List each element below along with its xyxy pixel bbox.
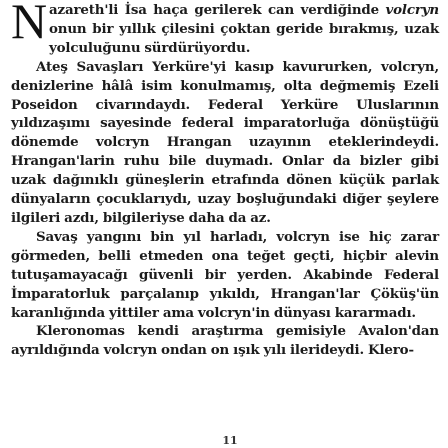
paragraph-war-fire: Savaş yangını bin yıl harladı, volcryn ise hiç zarar görmeden, belli etmeden ona teğet geçti, hiçbir alevin tutuşamayacağı güvenli bir yerden. Akabinde Federal İmparatorluk parçalanıp yıkıldı, Hrangan'lar Çöküş'ün karanlığında yittiler ama volcryn'in dünyası kararmadı. bbox=[11, 228, 439, 321]
page-number: 11 bbox=[222, 434, 238, 447]
book-page bbox=[11, 0, 439, 448]
drop-cap-letter: N bbox=[11, 0, 47, 49]
paragraph-fire-wars: Ateş Savaşları Yerküre'yi kasıp kavururken, volcryn, denizlerine hâlâ isim konulmamış, olta değmemiş Ezeli Poseidon civarındaydı. Federal Yerküre Uluslarının yıldızaşımı sayesinde federal imparatorluğa dönüştüğü dönemde volcryn Hrangan uzayının eteklerindeydi. Hrangan'larin ruhu bile duymadı. Onlar da bizler gibi uzak dağınıklı güneşlerin etrafında dönen küçük parlak dünyaların çocuklarıydı, uzay boşluğundaki diğer şeylere ilgileri azdı, bilgileriyse daha da az. bbox=[11, 58, 439, 226]
opening-text: azareth'li İsa haça gerilerek can verdiğinde bbox=[48, 2, 386, 18]
opening-italic-term: volcryn bbox=[385, 2, 439, 18]
opening-text-continued: onun bir yıllık çilesini çoktan geride bırakmış, uzak yolculuğunu sürdürüyordu. bbox=[48, 20, 439, 56]
paragraph-kleronomas: Kleronomas kendi araştırma gemisiyle Avalon'dan ayrıldığında volcryn ondan on ışık yılı ilerideydi. Klero- bbox=[11, 323, 439, 359]
paragraph-opening bbox=[11, 0, 439, 58]
